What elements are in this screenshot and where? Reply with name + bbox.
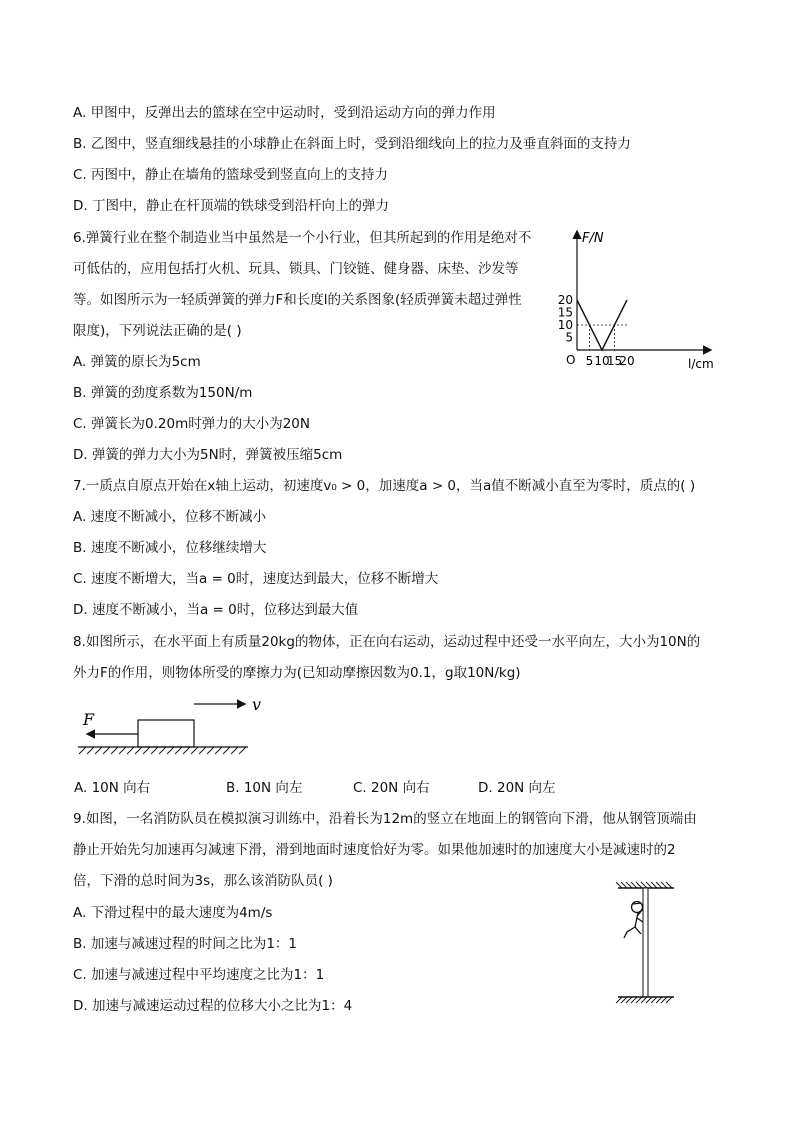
block-force-diagram (78, 692, 278, 762)
q7-option-d: D. 速度不断减小，当a = 0时，位移达到最大值 (73, 602, 359, 618)
floor-hatching (616, 997, 672, 1003)
q8-stem-line-2: 外力F的作用，则物体所受的摩擦力为(已知动摩擦因数为0.1，g取10N/kg) (73, 665, 521, 681)
q6-stem-line-1: 6.弹簧行业在整个制造业当中虽然是一个小行业，但其所起到的作用是绝对不 (73, 230, 532, 246)
firefighter-figure (624, 902, 643, 939)
q6-option-b: B. 弹簧的劲度系数为150N/m (73, 385, 253, 401)
origin-label: O (566, 353, 576, 367)
ground-hatching (79, 747, 246, 754)
x-tick-label: 15 (606, 354, 623, 368)
q5-option-c: C. 丙图中，静止在墙角的篮球受到竖直向上的支持力 (73, 167, 389, 183)
y-tick-label: 20 (557, 293, 573, 307)
q8-option-a: A. 10N 向右 (74, 780, 151, 796)
steel-pole (643, 888, 648, 997)
q8-option-b: B. 10N 向左 (226, 780, 303, 796)
q5-option-d: D. 丁图中，静止在杆顶端的铁球受到沿杆向上的弹力 (73, 198, 389, 214)
y-tick-label: 10 (557, 318, 573, 332)
q7-option-a: A. 速度不断减小，位移不断减小 (73, 509, 267, 525)
velocity-label: v (252, 695, 262, 714)
y-tick-label: 15 (557, 305, 573, 320)
q5-option-a: A. 甲图中，反弹出去的篮球在空中运动时，受到沿运动方向的弹力作用 (73, 105, 496, 121)
spring-force-graph (557, 226, 730, 376)
firefighter-pole-figure (612, 876, 680, 1008)
q9-stem-line-2: 静止开始先匀加速再匀减速下滑，滑到地面时速度恰好为零。如果他加速时的加速度大小是减速时的2 (73, 842, 676, 858)
q6-option-c: C. 弹簧长为0.20m时弹力的大小为20N (73, 416, 310, 432)
q7-option-b: B. 速度不断减小，位移继续增大 (73, 540, 267, 556)
ceiling-hatching (616, 882, 672, 888)
q9-stem-line-3: 倍，下滑的总时间为3s，那么该消防队员( ) (73, 873, 333, 889)
x-tick-label: 20 (619, 354, 635, 368)
x-tick-label: 5 (585, 354, 594, 368)
q9-option-d: D. 加速与减速运动过程的位移大小之比为1：4 (73, 998, 353, 1014)
force-label: F (83, 710, 95, 729)
q8-option-c: C. 20N 向右 (353, 780, 430, 796)
x-tick-label: 10 (594, 354, 610, 368)
q6-stem-line-3: 等。如图所示为一轻质弹簧的弹力F和长度l的关系图象(轻质弹簧未超过弹性 (73, 292, 522, 308)
q7-option-c: C. 速度不断增大，当a = 0时，速度达到最大，位移不断增大 (73, 571, 439, 587)
q6-stem-line-2: 可低估的，应用包括打火机、玩具、锁具、门铰链、健身器、床垫、沙发等 (73, 261, 519, 277)
x-axis-label: l/cm (688, 357, 714, 371)
q6-option-a: A. 弹簧的原长为5cm (73, 354, 201, 370)
q9-option-a: A. 下滑过程中的最大速度为4m/s (73, 905, 273, 921)
q7-stem: 7.一质点自原点开始在x轴上运动，初速度v₀ > 0，加速度a > 0，当a值不断减小直至为零时，质点的( ) (73, 478, 696, 494)
q6-option-d: D. 弹簧的弹力大小为5N时，弹簧被压缩5cm (73, 447, 343, 463)
y-axis-label: F/N (582, 231, 604, 246)
q8-option-d: D. 20N 向左 (478, 780, 556, 796)
q9-stem-line-1: 9.如图，一名消防队员在模拟演习训练中，沿着长为12m的竖立在地面上的钢管向下滑，他从钢管顶端由 (73, 811, 697, 827)
q9-option-c: C. 加速与减速过程中平均速度之比为1：1 (73, 967, 325, 983)
q8-stem-line-1: 8.如图所示，在水平面上有质量20kg的物体，正在向右运动，运动过程中还受一水平向左，大小为10N的 (73, 634, 701, 650)
q5-option-b: B. 乙图中，竖直细线悬挂的小球静止在斜面上时，受到沿细线向上的拉力及垂直斜面的支持力 (73, 136, 631, 152)
q6-stem-line-4: 限度)，下列说法正确的是( ) (73, 323, 242, 339)
block (138, 720, 194, 747)
q9-option-b: B. 加速与减速过程的时间之比为1：1 (73, 936, 298, 952)
y-tick-label: 5 (565, 330, 573, 345)
